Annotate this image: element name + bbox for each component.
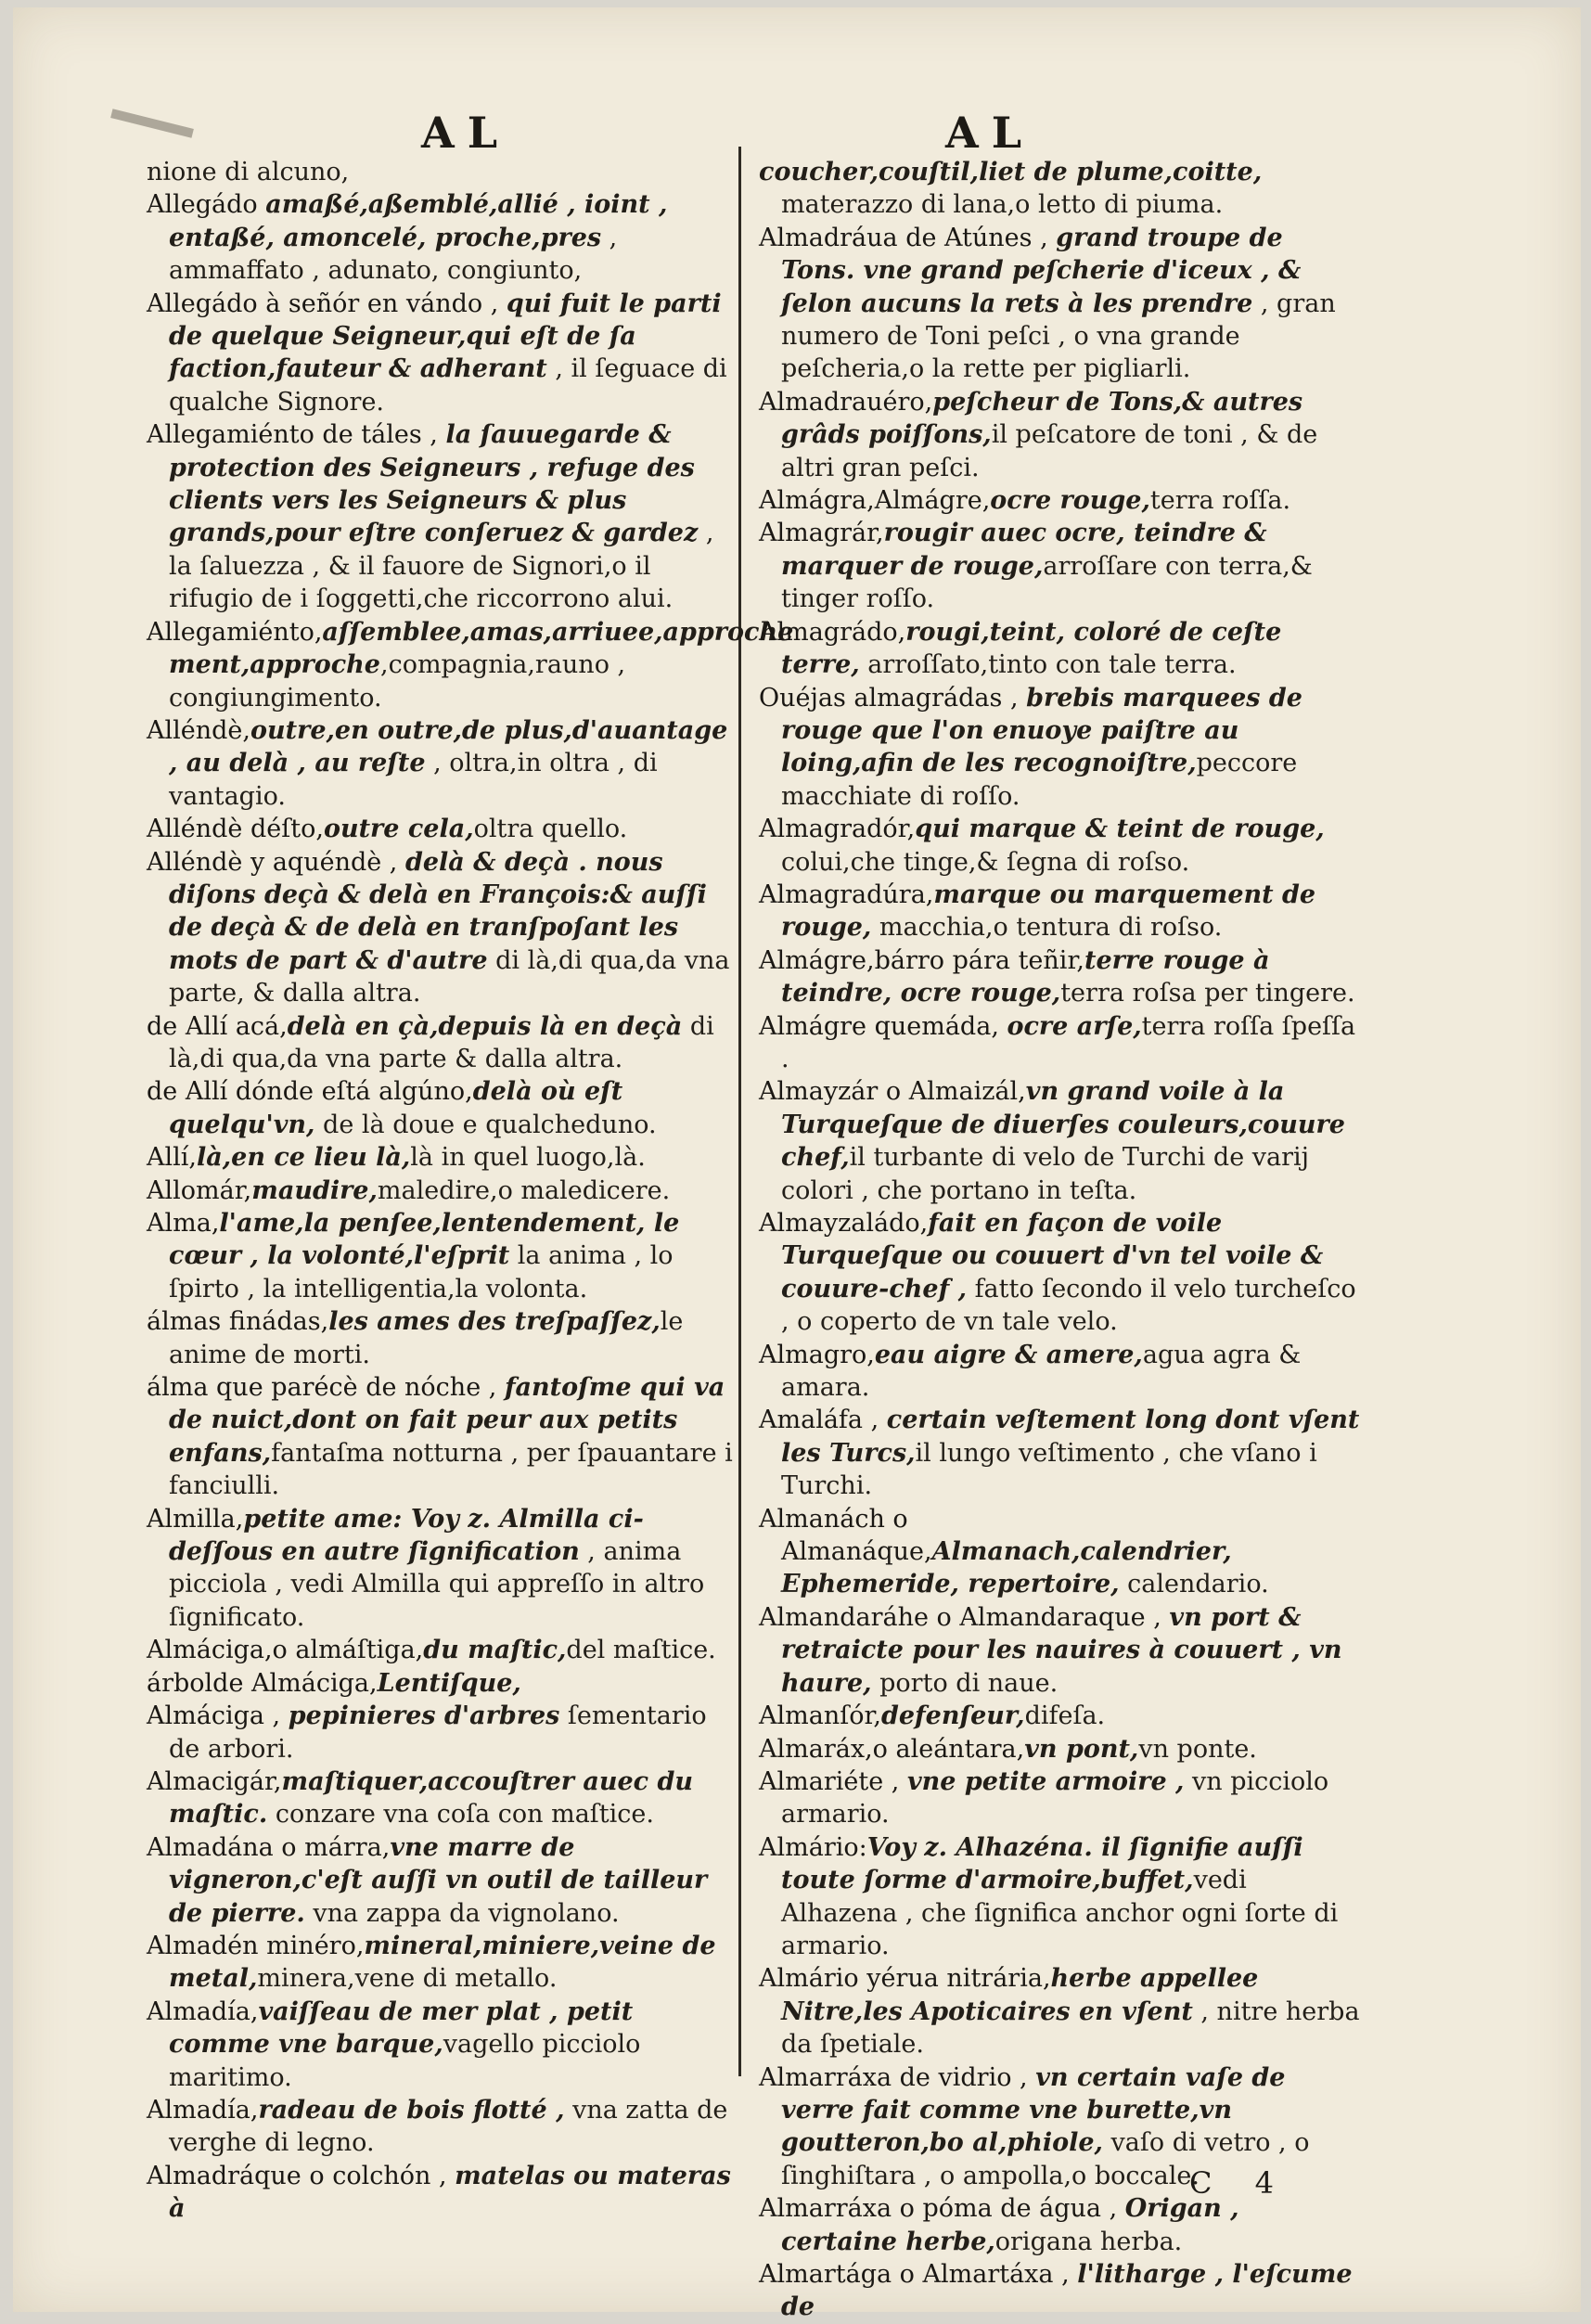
italian-gloss: , la ſaluezza , & il fauore de Signori,o il rifugio de i ſoggetti,che riccorrono alui. xyxy=(169,519,714,614)
french-gloss: aſſemblee,amas,arriuee,approche ment,approche xyxy=(169,617,794,680)
italian-gloss: le anime de morti. xyxy=(169,1307,684,1369)
headword: Ouéjas almagrádas , xyxy=(759,683,1027,713)
dictionary-entry xyxy=(147,2160,737,2226)
dictionary-entry xyxy=(147,1503,737,1635)
dictionary-entry xyxy=(147,1141,737,1174)
dictionary-entry xyxy=(759,944,1362,1010)
french-gloss: vn certain vaſe de verre fait comme vne burette,vn goutteron,bo al,phiole, xyxy=(781,2062,1286,2158)
headword: Almagradúra, xyxy=(759,880,934,909)
italian-gloss: , nitre herba da ſpetiale. xyxy=(781,1997,1360,2060)
dictionary-entry xyxy=(147,714,737,813)
dictionary-entry xyxy=(759,222,1362,386)
french-gloss: herbe appellee Nitre,les Apoticaires en vſent xyxy=(781,1964,1259,2026)
french-gloss: vne marre de vigneron,c'eſt auſſi vn outil de tailleur de pierre. xyxy=(169,1832,708,1928)
dictionary-entry xyxy=(147,1765,737,1831)
headword: Almadrauéro, xyxy=(759,387,933,417)
dictionary-entry xyxy=(759,1404,1362,1502)
italian-gloss: de là doue e qualcheduno. xyxy=(314,1110,657,1139)
french-gloss: petite ame: Voy z. Almilla ci-deſſous en autre ſignification xyxy=(169,1504,644,1567)
italian-gloss: arroſſato,tinto con tale terra. xyxy=(859,650,1237,680)
left-column xyxy=(147,156,794,2226)
italian-gloss: agua agra & amara. xyxy=(781,1340,1302,1403)
dictionary-entry xyxy=(147,1207,737,1305)
dictionary-entry xyxy=(759,879,1362,944)
italian-gloss: il lungo veſtimento , che vſano i Turchi. xyxy=(781,1438,1317,1501)
italian-gloss: vna zatta de verghe di legno. xyxy=(169,2095,728,2158)
french-gloss: mineral,miniere,veine de metal, xyxy=(169,1931,716,1994)
headword: Alléndè, xyxy=(147,715,250,745)
italian-gloss: maledire,o maledicere. xyxy=(377,1175,671,1205)
dictionary-entry xyxy=(147,1700,737,1765)
headword: Almacigár, xyxy=(147,1766,282,1796)
french-gloss: vne petite armoire , xyxy=(906,1766,1185,1796)
dictionary-entry xyxy=(759,484,1362,517)
headword: Almadráua de Atúnes , xyxy=(759,223,1057,252)
italian-gloss: , anima picciola , vedi Almilla qui appreſſo in altro ſignificato. xyxy=(169,1537,705,1632)
dictionary-entry xyxy=(147,1634,737,1666)
headword: Almagradór, xyxy=(759,815,916,844)
italian-gloss: di là,di qua,da vna parte & dalla altra. xyxy=(169,1011,714,1073)
headword: Almanách o Almanáque, xyxy=(759,1504,932,1567)
french-gloss: outre cela, xyxy=(323,815,474,844)
french-gloss: eau aigre & amere, xyxy=(874,1340,1143,1369)
headword: Alléndè y aquéndè , xyxy=(147,847,405,877)
french-gloss: delà & deçà . nous diſons deçà & delà en François:& auſſi de deçà & de delà en tranſpoſant les mots de part & d'autre xyxy=(169,847,707,975)
french-gloss: l'ame,la penſee,lentendement, le cœur , la volonté,l'eſprit xyxy=(169,1209,680,1271)
headword: Almadía, xyxy=(147,2095,259,2125)
dictionary-entry xyxy=(147,616,794,714)
book-page xyxy=(13,7,1581,2322)
italian-gloss: terra roſsa per tingere. xyxy=(1060,979,1355,1008)
dictionary-entry xyxy=(147,1930,737,1996)
french-gloss: ocre rouge, xyxy=(990,486,1150,516)
headword: Almaráx,o aleántara, xyxy=(759,1734,1025,1764)
dictionary-entry xyxy=(759,1733,1362,1765)
french-gloss: radeau de bois flotté , xyxy=(258,2095,565,2125)
french-gloss: rougir auec ocre, teindre & marquer de rouge, xyxy=(781,519,1267,581)
dictionary-entry xyxy=(147,1667,737,1700)
french-gloss: vn port & retraicte pour les nauires à couuert , vn haure, xyxy=(781,1602,1342,1698)
headword: Alma, xyxy=(147,1209,220,1238)
headword: Almário: xyxy=(759,1832,867,1862)
french-gloss: outre,en outre,de plus,d'auantage , au delà , au reſte xyxy=(169,715,728,778)
french-gloss: marque ou marquement de rouge, xyxy=(781,880,1316,943)
headword: Almayzár o Almaizál, xyxy=(759,1077,1026,1107)
headword: árbolde Almáciga, xyxy=(147,1668,378,1698)
headword: Almarráxa de vidrio , xyxy=(759,2062,1036,2092)
french-gloss: amaßé,aßemblé,allié , ioint , entaßé, amoncelé, proche,pres xyxy=(169,190,668,252)
headword: Almagrádo, xyxy=(759,617,906,647)
french-gloss: certain veſtement long dont vſent les Turcs, xyxy=(781,1406,1360,1468)
italian-gloss: il turbante di velo de Turchi de varij colori , che portano in teſta. xyxy=(781,1143,1310,1205)
headword: Almartága o Almartáxa , xyxy=(759,2260,1078,2289)
italian-gloss: , oltra,in oltra , di vantagio. xyxy=(169,749,658,811)
french-gloss: les ames des treſpaſſez, xyxy=(328,1307,661,1337)
dictionary-entry xyxy=(759,1075,1362,1207)
french-gloss: coucher,couſtil,liet de plume,coitte, xyxy=(759,158,1263,186)
dictionary-entry xyxy=(759,1962,1362,2061)
italian-gloss: vna zappa da vignolano. xyxy=(304,1898,620,1928)
headword: Amaláfa , xyxy=(759,1406,887,1435)
dictionary-entry xyxy=(759,1339,1362,1405)
french-gloss: vaiſſeau de mer plat , petit comme vne barque, xyxy=(169,1997,634,2060)
headword: álma que parécè de nóche , xyxy=(147,1373,505,1403)
headword: Almagro, xyxy=(759,1340,875,1369)
french-gloss: brebis marquees de rouge que l'on enuoye paiſtre au loing,afin de les recognoiſtre, xyxy=(781,683,1302,778)
headword: Allí, xyxy=(147,1143,197,1173)
headword: de Allí dónde eſtá algúno, xyxy=(147,1077,473,1107)
italian-gloss: fatto ſecondo il velo turcheſco , o coperto de vn tale velo. xyxy=(781,1274,1356,1337)
french-gloss: fait en façon de voile Turqueſque ou couuert d'vn tel voile & couure-chef , xyxy=(781,1209,1324,1303)
headword: Almilla, xyxy=(147,1504,244,1534)
headword: Almáciga , xyxy=(147,1701,289,1731)
italian-gloss: oltra quello. xyxy=(473,815,628,844)
french-gloss: vn pont, xyxy=(1024,1734,1139,1764)
dictionary-entry xyxy=(759,1700,1362,1732)
french-gloss: Almanach,calendrier, Ephemeride, repertoire, xyxy=(781,1537,1232,1599)
french-gloss: defenſeur, xyxy=(881,1701,1025,1731)
french-gloss: ocre arſe, xyxy=(1007,1011,1142,1041)
italian-gloss: , il ſeguace di qualche Signore. xyxy=(169,354,727,417)
dictionary-entry xyxy=(759,2258,1362,2324)
french-gloss: Lentiſque, xyxy=(377,1668,521,1698)
italian-gloss: porto di naue. xyxy=(871,1668,1059,1698)
italian-gloss: materazzo di lana,o letto di piuma. xyxy=(781,190,1224,220)
signature-mark: C 4 xyxy=(1189,2165,1291,2201)
dictionary-entry xyxy=(147,1305,737,1371)
header-left: AL xyxy=(421,108,511,158)
dictionary-entry xyxy=(147,288,737,419)
french-gloss: pepinieres d'arbres xyxy=(288,1701,560,1731)
dictionary-entry xyxy=(759,1601,1362,1700)
dictionary-entry xyxy=(759,1765,1362,1831)
headword: Alléndè déſto, xyxy=(147,815,324,844)
dictionary-entry xyxy=(147,2094,737,2160)
dictionary-entry xyxy=(147,188,737,287)
italian-gloss: ,compagnia,rauno , congiungimento. xyxy=(169,650,626,713)
french-gloss: là,en ce lieu là, xyxy=(197,1143,411,1173)
italian-gloss: colui,che tinge,& ſegna di roſso. xyxy=(781,847,1190,877)
italian-gloss: del maſtice. xyxy=(566,1636,716,1665)
french-gloss: maudire, xyxy=(251,1175,378,1205)
dictionary-entry xyxy=(759,1831,1362,1963)
headword: de Allí acá, xyxy=(147,1011,288,1041)
italian-gloss: macchia,o tentura di roſso. xyxy=(871,913,1223,943)
italian-gloss: conzare vna coſa con maſtice. xyxy=(267,1800,654,1830)
headword: Almáciga,o almáſtiga, xyxy=(147,1636,424,1665)
french-gloss: Origan , certaine herbe, xyxy=(781,2194,1239,2256)
italian-gloss: nione di alcuno, xyxy=(147,158,350,186)
header-right: AL xyxy=(945,108,1035,158)
headword: Almadráque o colchón , xyxy=(147,2161,455,2190)
headword: Almarráxa o póma de água , xyxy=(759,2194,1125,2224)
headword: Allomár, xyxy=(147,1175,252,1205)
italian-gloss: , ammaffato , adunato, congiunto, xyxy=(169,223,618,286)
french-gloss: l'litharge , l'eſcume de xyxy=(781,2260,1353,2322)
italian-gloss: vagello picciolo maritimo. xyxy=(169,2030,641,2092)
french-gloss: matelas ou materas à xyxy=(169,2161,731,2224)
french-gloss: qui fuit le parti de quelque Seigneur,qui eſt de ſa faction,fauteur & adherant xyxy=(169,289,722,384)
dictionary-entry xyxy=(759,517,1362,615)
headword: Allegamiénto, xyxy=(147,617,323,647)
italian-gloss: minera,vene di metallo. xyxy=(257,1964,558,1994)
headword: álmas finádas, xyxy=(147,1307,329,1337)
french-gloss: qui marque & teint de rouge, xyxy=(915,815,1325,844)
headword: Allegamiénto de táles , xyxy=(147,420,446,450)
dictionary-entry xyxy=(759,616,1362,682)
dictionary-entry xyxy=(147,1175,737,1207)
headword: Almágre quemáda, xyxy=(759,1011,1007,1041)
headword: Almadána o márra, xyxy=(147,1832,391,1862)
italian-gloss: calendario. xyxy=(1119,1570,1269,1599)
italian-gloss: vn ponte. xyxy=(1138,1734,1257,1764)
dictionary-entry xyxy=(759,1010,1362,1076)
italian-gloss: là in quel luogo,là. xyxy=(410,1143,646,1173)
french-gloss: la ſauuegarde & protection des Seigneurs , refuge des clients vers les Seigneurs & plus grands,pour eſtre conſeruez & gardez xyxy=(169,420,699,548)
italian-gloss: ſementario de arbori. xyxy=(169,1701,707,1764)
dictionary-entry xyxy=(759,813,1362,879)
french-gloss: maſtiquer,accouſtrer auec du maſtic. xyxy=(169,1766,694,1830)
italian-gloss: , gran numero de Toni peſci , o vna grande peſcheria,o la rette per pigliarli. xyxy=(781,289,1336,384)
italian-gloss: terra roſſa ſpeſſa . xyxy=(781,1011,1356,1073)
headword: Almágre,bárro pára teñir, xyxy=(759,945,1084,975)
dictionary-entry xyxy=(759,386,1362,484)
dictionary-entry xyxy=(147,418,737,615)
dictionary-entry xyxy=(147,813,737,845)
french-gloss: Voy z. Alhazéna. il ſignifie auſſi toute ſorme d'armoire,buffet, xyxy=(781,1832,1303,1895)
headword: Almário yérua nitrária, xyxy=(759,1964,1051,1994)
headword: Almadía, xyxy=(147,1997,259,2026)
column-rule xyxy=(738,147,741,2076)
right-column xyxy=(759,156,1362,2324)
headword: Almariéte , xyxy=(759,1766,907,1796)
dictionary-entry xyxy=(147,1996,737,2094)
french-gloss: du maſtic, xyxy=(423,1636,567,1665)
italian-gloss: fantaſma notturna , per ſpauantare i fanciulli. xyxy=(169,1438,733,1501)
ink-smudge xyxy=(110,109,194,137)
italian-gloss: vaſo di vetro , o ſinghiſtara , o ampolla,o boccale. xyxy=(781,2128,1310,2190)
french-gloss: delà en çà,depuis là en deçà xyxy=(287,1011,683,1041)
french-gloss: fantoſme qui va de nuict,dont on fait peur aux petits enfans, xyxy=(169,1373,725,1468)
dictionary-entry xyxy=(759,2192,1362,2258)
dictionary-entry xyxy=(147,156,737,188)
headword: Allegádo xyxy=(147,190,266,220)
dictionary-entry xyxy=(147,1371,737,1503)
italian-gloss: di là,di qua,da vna parte, & dalla altra. xyxy=(169,945,730,1008)
italian-gloss: difeſa. xyxy=(1024,1701,1106,1731)
french-gloss: peſcheur de Tons,& autres grâds poiſſons, xyxy=(781,387,1303,450)
italian-gloss: terra roſſa. xyxy=(1149,486,1291,516)
french-gloss: rougi,teint, coloré de ceſte terre, xyxy=(781,617,1282,680)
headword: Almandaráhe o Almandaraque , xyxy=(759,1602,1170,1632)
dictionary-entry xyxy=(759,682,1362,814)
french-gloss: vn grand voile à la Turqueſque de diuerſes couleurs,couure chef, xyxy=(781,1077,1345,1173)
french-gloss: grand troupe de Tons. vne grand peſcherie d'iceux , & ſelon aucuns la rets à les prendre xyxy=(781,223,1302,318)
italian-gloss: il peſcatore de toni , & de altri gran peſci. xyxy=(781,420,1318,482)
french-gloss: terre rouge à teindre, ocre rouge, xyxy=(781,945,1270,1008)
dictionary-entry xyxy=(759,1503,1362,1601)
headword: Almadén minéro, xyxy=(147,1931,365,1960)
dictionary-entry xyxy=(147,1075,737,1141)
headword: Almayzaládo, xyxy=(759,1209,929,1238)
headword: Almagrár, xyxy=(759,519,884,548)
dictionary-entry xyxy=(759,1207,1362,1339)
dictionary-entry xyxy=(147,846,737,1010)
italian-gloss: vedi Alhazena , che ſignifica anchor ogni ſorte di armario. xyxy=(781,1866,1339,1960)
dictionary-entry xyxy=(147,1010,737,1076)
italian-gloss: arroſſare con terra,& tinger roſſo. xyxy=(781,551,1313,614)
french-gloss: delà où eſt quelqu'vn, xyxy=(169,1077,623,1139)
headword: Almágra,Almágre, xyxy=(759,486,991,516)
dictionary-entry xyxy=(759,156,1362,222)
italian-gloss: vn picciolo armario. xyxy=(781,1766,1329,1830)
italian-gloss: la anima , lo ſpirto , la intelligentia,la volonta. xyxy=(169,1241,674,1303)
headword: Almanſór, xyxy=(759,1701,881,1731)
headword: Allegádo à señór en vándo , xyxy=(147,289,507,318)
italian-gloss: origana herba. xyxy=(994,2227,1183,2256)
italian-gloss: peccore macchiate di roſſo. xyxy=(781,749,1298,811)
dictionary-entry xyxy=(147,1831,737,1930)
